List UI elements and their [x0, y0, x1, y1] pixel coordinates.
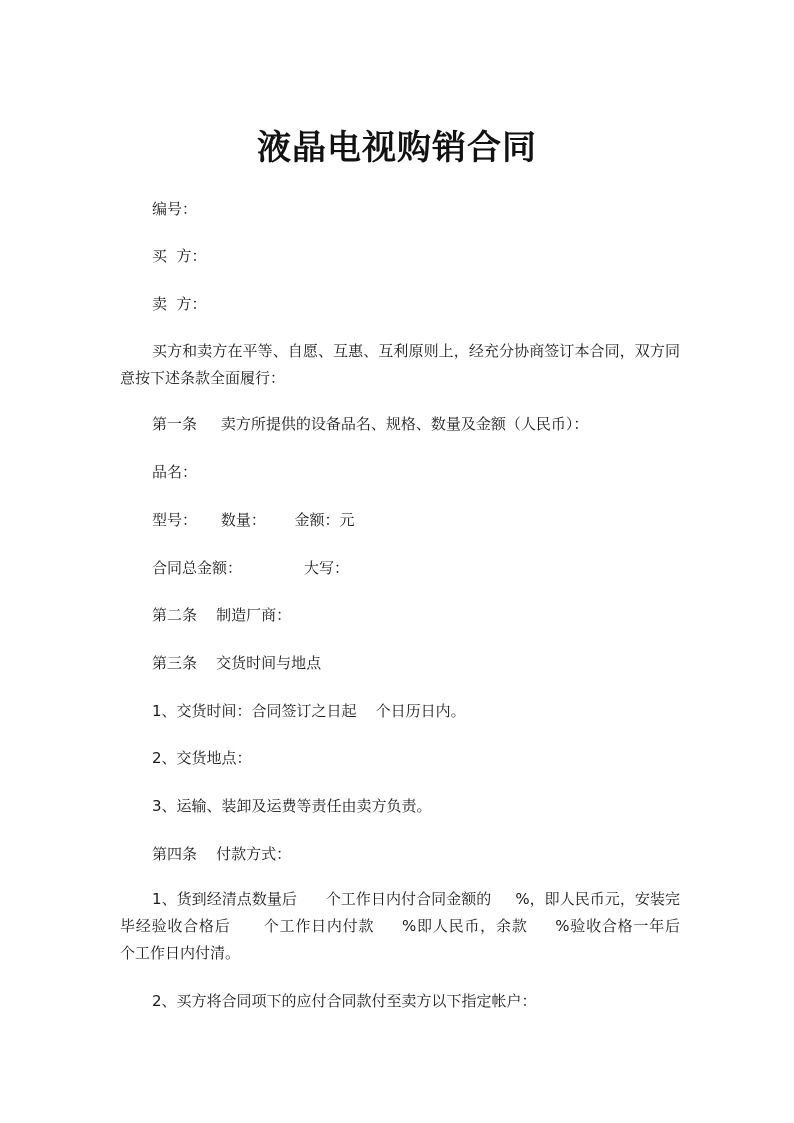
article4-heading: 第四条 付款方式：: [152, 845, 292, 863]
article1-model-quantity-amount: 型号： 数量： 金额：元: [152, 511, 355, 529]
article4-item2: 2、买方将合同项下的应付合同款付至卖方以下指定帐户：: [152, 992, 537, 1010]
page-title: 液晶电视购销合同: [257, 128, 537, 168]
article2-heading: 第二条 制造厂商：: [152, 606, 292, 624]
buyer-label: 买 方：: [152, 247, 207, 265]
article1-heading: 第一条 卖方所提供的设备品名、规格、数量及金额（人民币）：: [152, 415, 589, 433]
intro-paragraph: 买方和卖方在平等、自愿、互惠、互利原则上，经充分协商签订本合同，双方同意按下述条款全面履行：: [120, 342, 680, 387]
article3-item1: 1、交货时间：合同签订之日起 个日历日内。: [152, 702, 466, 720]
contract-number-label: 编号：: [152, 200, 198, 218]
article1-product-name: 品名：: [152, 463, 198, 481]
article1-total-amount: 合同总金额： 大写：: [152, 559, 349, 577]
article3-item2: 2、交货地点：: [152, 749, 252, 767]
article4-item1: 1、货到经清点数量后 个工作日内付合同金额的 %，即人民币元，安装完毕经验收合格后 个工作日内付款 %即人民币，余款 %验收合格一年后 个工作日内付清。: [120, 890, 704, 962]
seller-label: 卖 方：: [152, 295, 207, 313]
article3-heading: 第三条 交货时间与地点: [152, 654, 322, 672]
article3-item3: 3、运输、装卸及运费等责任由卖方负责。: [152, 797, 432, 815]
